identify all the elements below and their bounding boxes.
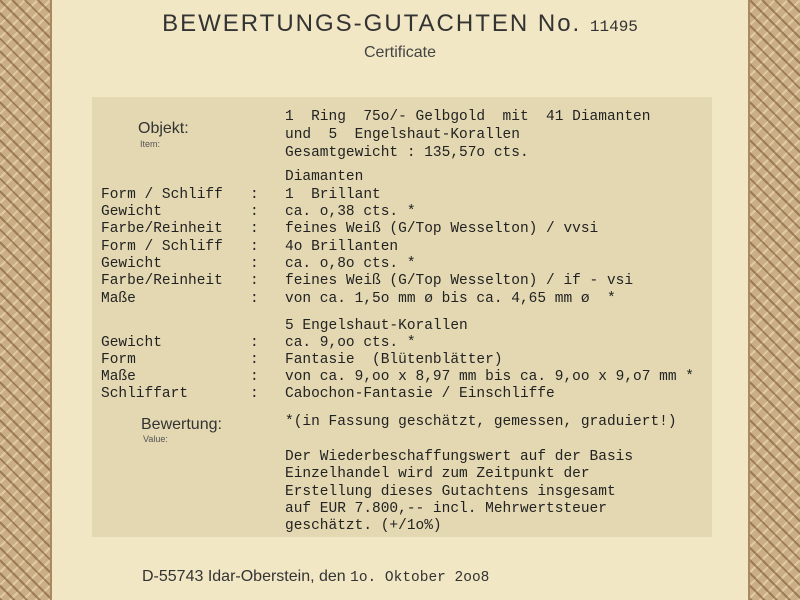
diamant-row-value: 1 Brillant [285, 187, 381, 203]
diamanten-heading: Diamanten [285, 169, 364, 185]
koralle-row-sep: : [250, 369, 259, 385]
bewertung-sublabel: Value: [143, 434, 168, 444]
objekt-line-1: 1 Ring 75o/- Gelbgold mit 41 Diamanten [285, 109, 651, 125]
diamant-row-sep: : [250, 204, 259, 220]
diamant-row-label: Farbe/Reinheit [101, 273, 223, 289]
diamant-row-label: Form / Schliff [101, 187, 223, 203]
diamant-row-value: ca. o,38 cts. * [285, 204, 416, 220]
certificate-subtitle: Certificate [363, 44, 437, 61]
bewertung-line: auf EUR 7.800,-- incl. Mehrwertsteuer [285, 501, 607, 517]
bewertung-line: Erstellung dieses Gutachtens insgesamt [285, 484, 616, 500]
objekt-sublabel: Item: [140, 139, 161, 149]
certificate-title [52, 10, 748, 38]
diamant-row-sep: : [250, 256, 259, 272]
objekt-line-3: Gesamtgewicht : 135,57o cts. [285, 145, 529, 161]
koralle-row-label: Form [101, 352, 136, 368]
diamant-row-label: Maße [101, 291, 136, 307]
koralle-row-label: Schliffart [101, 386, 189, 402]
bewertung-line: Einzelhandel wird zum Zeitpunkt der [285, 466, 590, 482]
objekt-label: Objekt: [138, 120, 189, 137]
bewertung-label: Bewertung: [141, 416, 222, 433]
footer-place: D-55743 Idar-Oberstein, den [142, 568, 346, 585]
bewertung-line: geschätzt. (+/1o%) [285, 518, 442, 534]
diamant-row-sep: : [250, 187, 259, 203]
korallen-heading: 5 Engelshaut-Korallen [285, 318, 468, 334]
koralle-row-label: Gewicht [101, 335, 162, 351]
koralle-row-value: von ca. 9,oo x 8,97 mm bis ca. 9,oo x 9,o7 mm * [285, 369, 694, 385]
diamant-row-value: von ca. 1,5o mm ø bis ca. 4,65 mm ø * [285, 291, 616, 307]
diamant-row-label: Gewicht [101, 204, 162, 220]
diamant-row-value: feines Weiß (G/Top Wesselton) / if - vsi [285, 273, 634, 289]
diamant-row-label: Farbe/Reinheit [101, 221, 223, 237]
diamant-row-label: Form / Schliff [101, 239, 223, 255]
decorative-border-right [748, 0, 800, 600]
diamant-row-sep: : [250, 221, 259, 237]
bewertung-line: Der Wiederbeschaffungswert auf der Basis [285, 449, 634, 465]
koralle-row-value: Fantasie (Blütenblätter) [285, 352, 503, 368]
koralle-row-value: Cabochon-Fantasie / Einschliffe [285, 386, 555, 402]
footer-date: 1o. Oktober 2oo8 [350, 570, 490, 586]
diamant-row-label: Gewicht [101, 256, 162, 272]
koralle-row-value: ca. 9,oo cts. * [285, 335, 416, 351]
diamant-row-sep: : [250, 291, 259, 307]
certificate-footer [142, 568, 489, 586]
diamant-row-sep: : [250, 239, 259, 255]
koralle-row-sep: : [250, 335, 259, 351]
decorative-border-left [0, 0, 52, 600]
certificate-number: 11495 [589, 18, 638, 36]
title-text: BEWERTUNGS-GUTACHTEN No. [162, 10, 582, 37]
diamant-row-sep: : [250, 273, 259, 289]
diamant-row-value: feines Weiß (G/Top Wesselton) / vvsi [285, 221, 599, 237]
koralle-row-label: Maße [101, 369, 136, 385]
bewertung-note: *(in Fassung geschätzt, gemessen, graduiert!) [285, 414, 677, 430]
diamant-row-value: 4o Brillanten [285, 239, 399, 255]
koralle-row-sep: : [250, 352, 259, 368]
objekt-line-2: und 5 Engelshaut-Korallen [285, 127, 520, 143]
koralle-row-sep: : [250, 386, 259, 402]
diamant-row-value: ca. o,8o cts. * [285, 256, 416, 272]
